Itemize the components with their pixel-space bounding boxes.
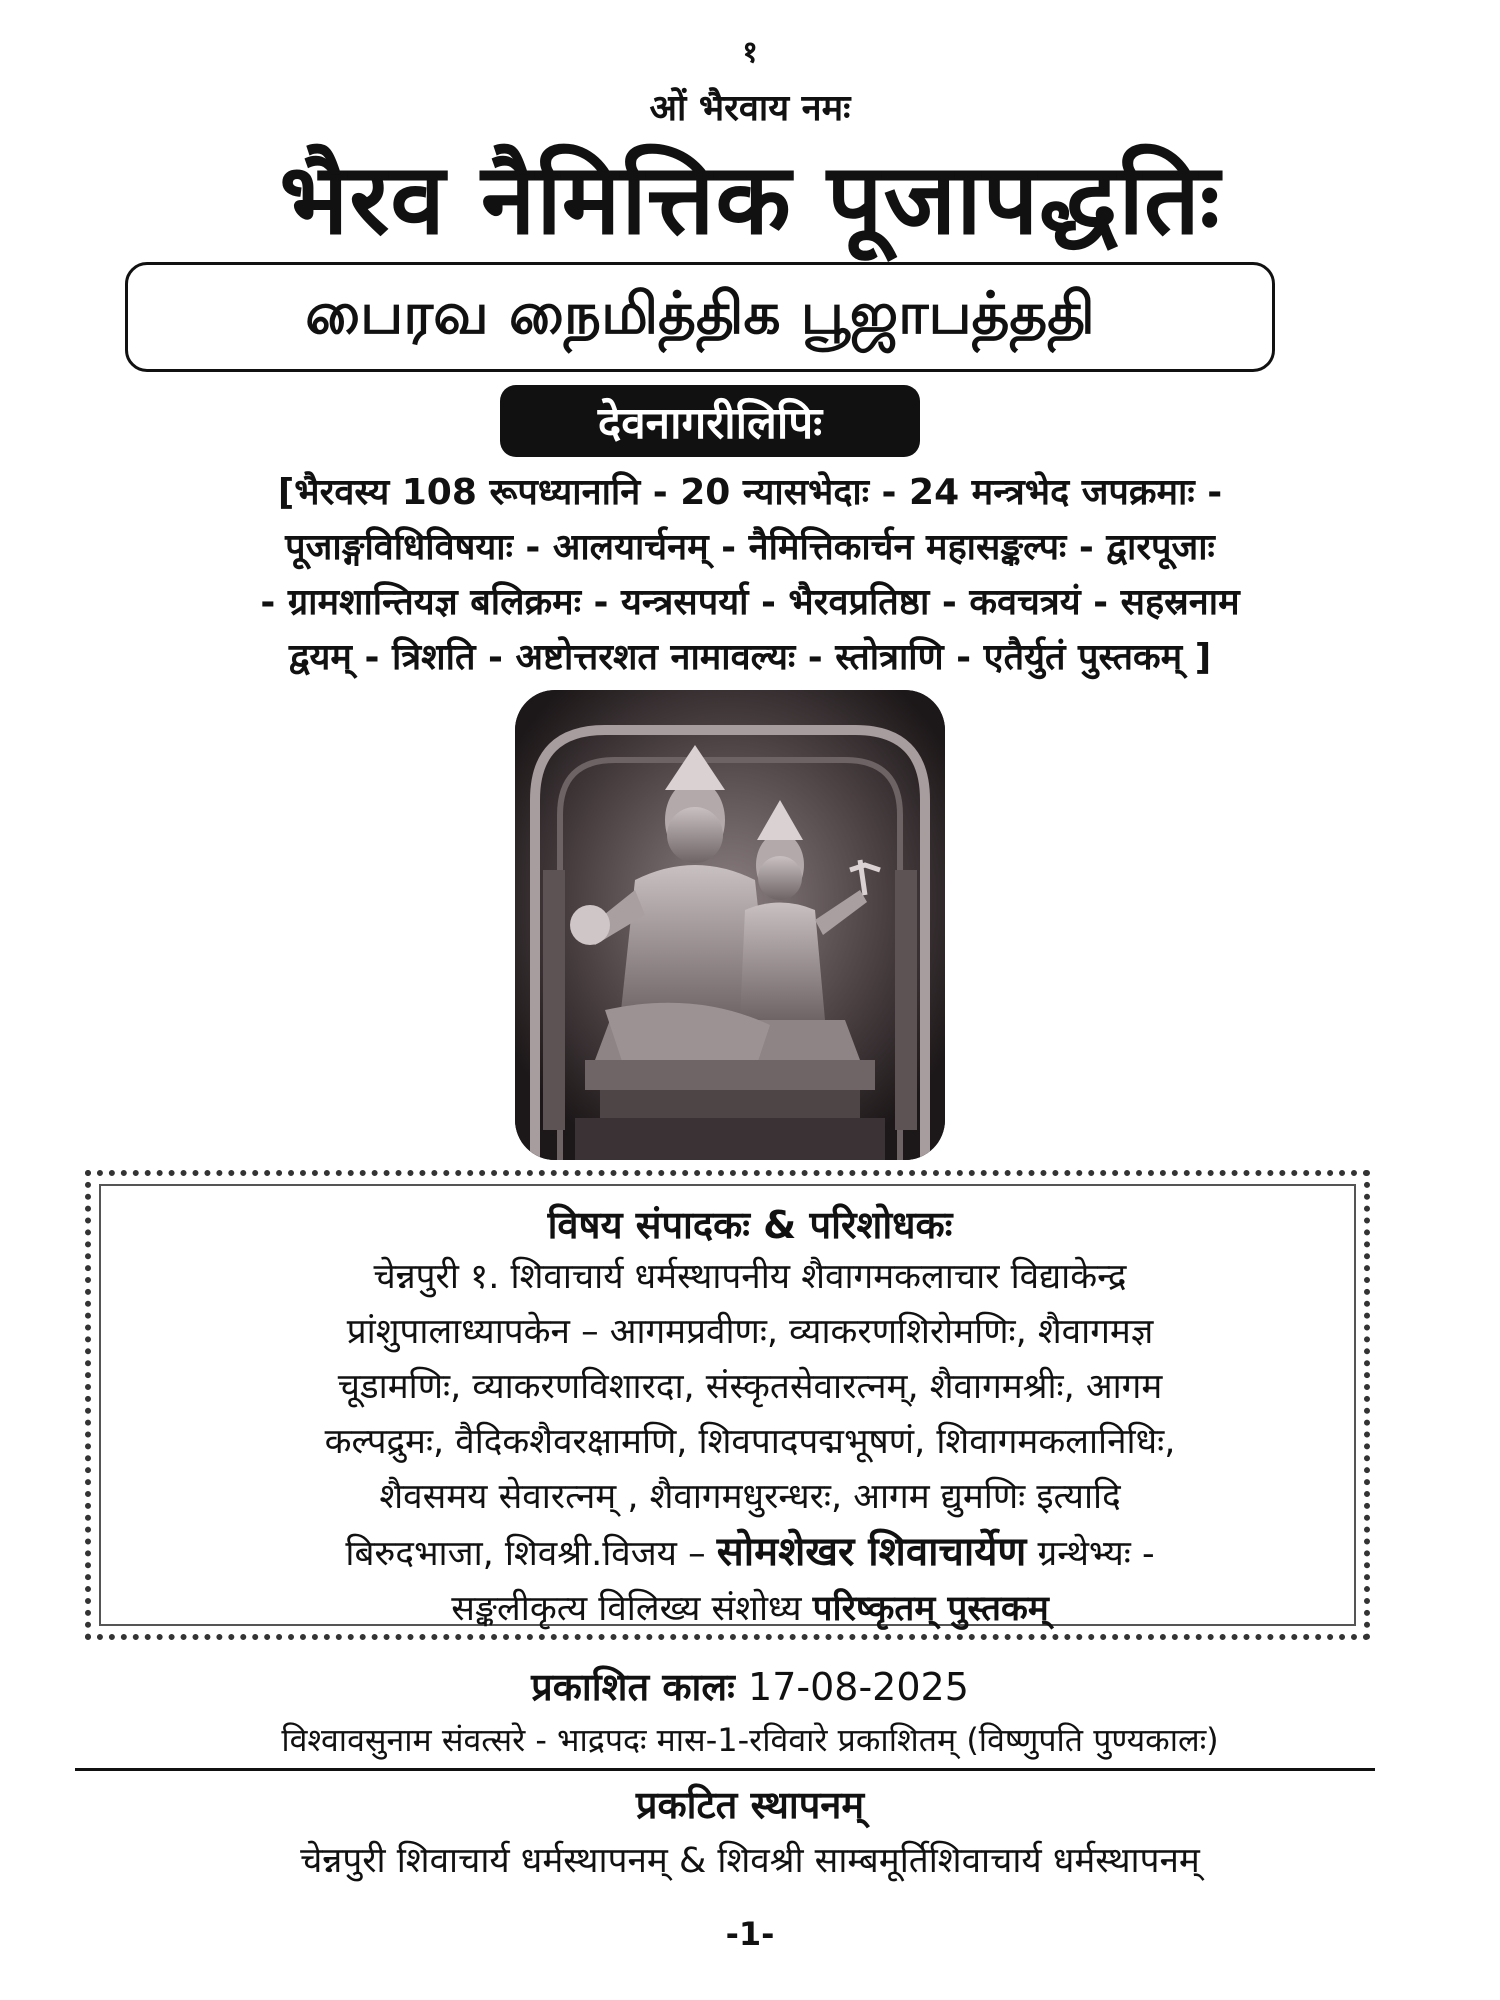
top-mark: १ [742, 35, 758, 70]
publisher-names: चेन्नपुरी शिवाचार्य धर्मस्थापनम् & शिवश्री साम्बमूर्तिशिवाचार्य धर्मस्थापनम् [300, 1841, 1200, 1881]
editor-text [0, 1250, 1500, 1637]
script-badge [500, 385, 920, 457]
samvat-line: विश्वावसुनाम संवत्सरे - भाद्रपदः मास-1-रविवारे प्रकाशितम् (विष्णुपति पुण्यकालः) [281, 1721, 1219, 1759]
deity-image [515, 690, 945, 1160]
publication-date [0, 1660, 1500, 1712]
editor-line [0, 1525, 1500, 1582]
contents-line: - ग्रामशान्तियज्ञ बलिक्रमः - यन्त्रसपर्या - भैरवप्रतिष्ठा - कवचत्रयं - सहस्रनाम [260, 582, 1240, 623]
editor-line: प्रांशुपालाध्यापकेन – आगमप्रवीणः, व्याकरणशिरोमणिः, शैवागमज्ञ [346, 1312, 1154, 1352]
book-title: भैरव नैमित्तिक पूजापद्धतिः [279, 143, 1221, 257]
publication-date-value: 17-08-2025 [748, 1665, 969, 1709]
tamil-title: பைரவ நைமித்திக பூஜாபத்ததி [305, 279, 1095, 347]
deity-illustration [515, 690, 945, 1160]
contents-line: द्वयम् - त्रिशति - अष्टोत्तरशत नामावल्यः - स्तोत्राणि - एतैर्युतं पुस्तकम् ] [288, 637, 1212, 678]
editor-line [0, 1582, 1500, 1637]
script-badge-label: देवनागरीलिपिः [597, 398, 823, 449]
editor-line-bold: परिष्कृतम् पुस्तकम् [812, 1589, 1049, 1629]
editor-line: चेन्नपुरी १. शिवाचार्य धर्मस्थापनीय शैवागमकलाचार विद्याकेन्द्र [373, 1257, 1127, 1297]
contents-line: पूजाङ्गविधिविषयाः - आलयार्चनम् - नैमित्तिकार्चन महासङ्कल्पः - द्वारपूजाः [285, 527, 1215, 568]
contents-list [0, 465, 1500, 685]
tamil-title-box [125, 262, 1275, 372]
publication-date-label: प्रकाशित कालः [531, 1665, 735, 1709]
editor-heading: विषय संपादकः & परिशोधकः [547, 1203, 953, 1247]
contents-line: [भैरवस्य 108 रूपध्यानानि - 20 न्यासभेदाः - 24 मन्त्रभेद जपक्रमाः - [277, 472, 1223, 513]
editor-line: चूडामणिः, व्याकरणविशारदा, संस्कृतसेवारत्नम्, शैवागमश्रीः, आगम [337, 1367, 1163, 1407]
editor-line-suffix: ग्रन्थेभ्यः - [1037, 1534, 1155, 1574]
editor-line: शैवसमय सेवारत्नम् , शैवागमधुरन्धरः, आगम द्युमणिः इत्यादि [379, 1477, 1121, 1517]
editor-line-prefix: सङ्कलीकृत्य विलिख्य संशोध्य [451, 1589, 802, 1629]
divider [75, 1768, 1375, 1771]
publisher-heading: प्रकटित स्थापनम् [635, 1783, 865, 1827]
editor-line: कल्पद्रुमः, वैदिकशैवरक्षामणि, शिवपादपद्मभूषणं, शिवागमकलानिधिः, [324, 1422, 1176, 1462]
invocation: ओं भैरवाय नमः [649, 88, 851, 129]
page-number: -1- [725, 1915, 775, 1953]
editor-name: सोमशेखर शिवाचार्येण [716, 1529, 1027, 1575]
editor-line-prefix: बिरुदभाजा, शिवश्री.विजय – [345, 1534, 706, 1574]
